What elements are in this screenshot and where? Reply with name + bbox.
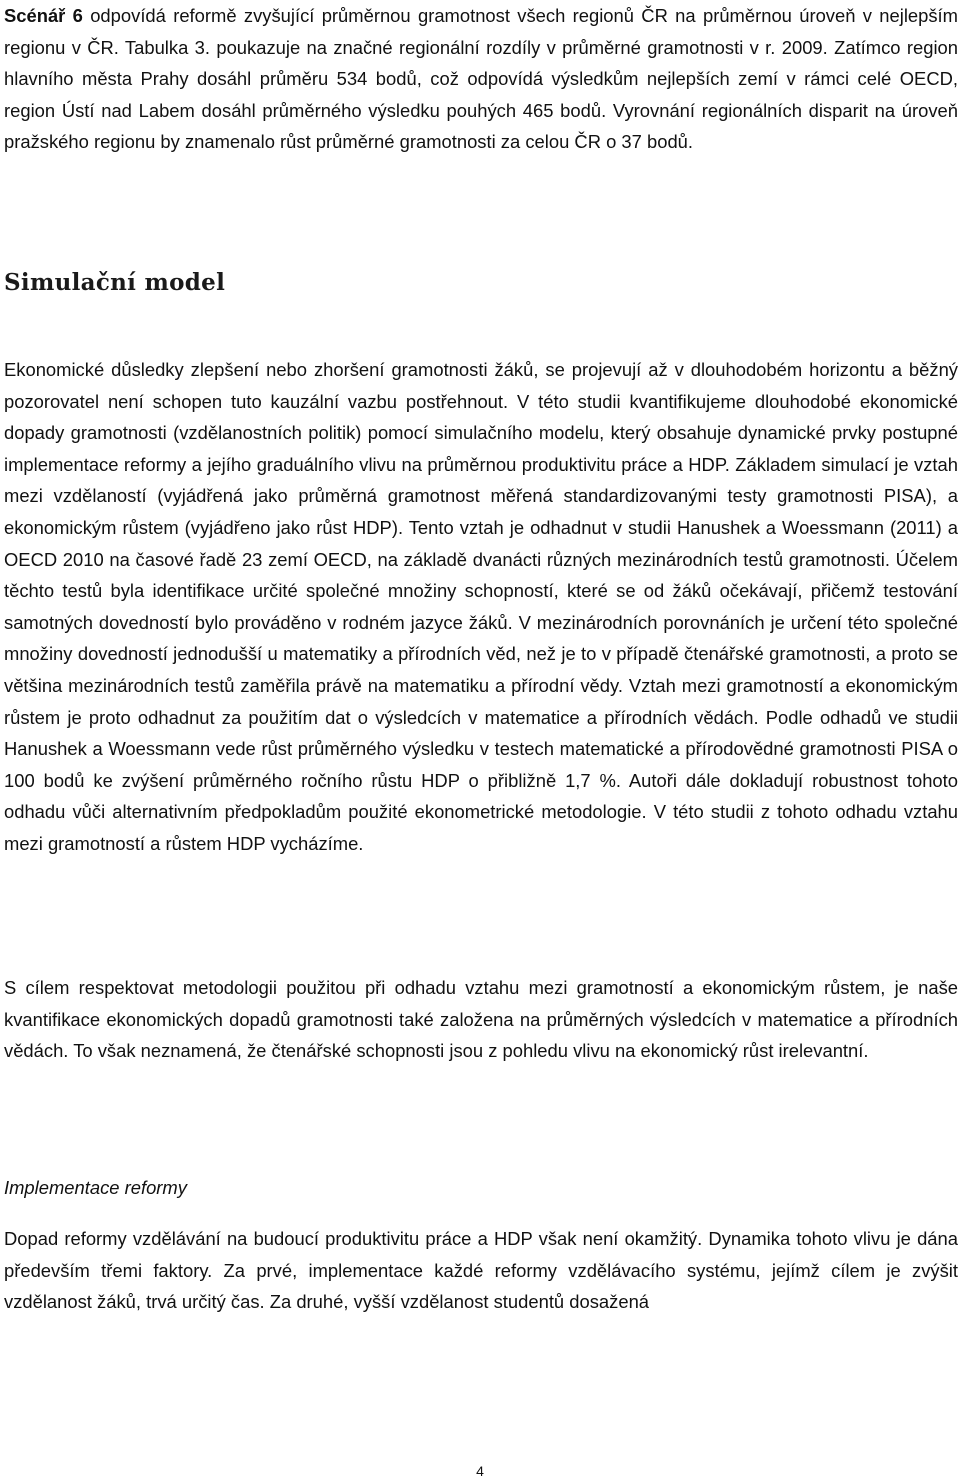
intro-text: odpovídá reformě zvyšující průměrnou gramotnost všech regionů ČR na průměrnou úroveň v nejlepším regionu v ČR. Tabulka 3. poukazuje na značné regionální rozdíly v průměrné gramotnosti v r. 2009. Zatímco region hlavního města Prahy dosáhl průměru 534 bodů, což odpovídá výsledkům nejlepších zemí v rámci celé OECD, region Ústí nad Labem dosáhl průměrného výsledku pouhých 465 bodů. Vyrovnání regionálních disparit na úroveň pražského regionu by znamenalo růst průměrné gramotnosti za celou ČR o 37 bodů. [4,5,958,153]
section-heading: Simulační model [4,269,226,296]
implementation-paragraph: Dopad reformy vzdělávání na budoucí produktivitu práce a HDP však není okamžitý. Dynamika tohoto vlivu je dána především třemi faktory. Za prvé, implementace každé reformy vzdělávacího systému, jejímž cílem je zvýšit vzdělanost žáků, trvá určitý čas. Za druhé, vyšší vzdělanost studentů dosažená [4,1228,958,1313]
intro-paragraph [4,0,958,158]
methodology-paragraph: S cílem respektovat metodologii použitou při odhadu vztahu mezi gramotností a ekonomickým růstem, je naše kvantifikace ekonomických dopadů gramotnosti také založena na průměrných výsledcích v matematice a přírodních vědách. To však neznamená, že čtenářské schopnosti jsou z pohledu vlivu na ekonomický růst irelevantní. [4,977,958,1062]
subsection-heading: Implementace reformy [4,1177,187,1198]
page-number: 4 [476,1463,484,1479]
simulation-paragraph: Ekonomické důsledky zlepšení nebo zhoršení gramotnosti žáků, se projevují až v dlouhodobém horizontu a běžný pozorovatel není schopen tuto kauzální vazbu postřehnout. V této studii kvantifikujeme dlouhodobé ekonomické dopady gramotnosti (vzdělanostních politik) pomocí simulačního modelu, který obsahuje dynamické prvky postupné implementace reformy a jejího graduálního vlivu na průměrnou produktivitu práce a HDP. Základem simulací je vztah mezi vzdělaností (vyjádřená jako průměrná gramotnost měřená standardizovanými testy gramotnosti PISA), a ekonomickým růstem (vyjádřeno jako růst HDP). Tento vztah je odhadnut v studii Hanushek a Woessmann (2011) a OECD 2010 na časové řadě 23 zemí OECD, na základě dvanácti různých mezinárodních testů gramotnosti. Účelem těchto testů byla identifikace určité společné množiny schopností, které se od žáků očekávají, přičemž testování samotných dovedností bylo prováděno v rodném jazyce žáků. V mezinárodních porovnáních je určení této společné množiny dovedností jednodušší u matematiky a přírodních věd, než je to v případě čtenářské gramotnosti, a proto se většina mezinárodních testů zaměřila právě na matematiku a přírodní vědy. Vztah mezi gramotností a ekonomickým růstem je proto odhadnut za použitím dat o výsledcích v matematice a přírodních vědách. Podle odhadů ve studii Hanushek a Woessmann vede růst průměrného výsledku v testech matematické a přírodovědné gramotnosti PISA o 100 bodů ke zvýšení průměrného ročního růstu HDP o přibližně 1,7 %. Autoři dále dokladují robustnost tohoto odhadu vůči alternativním předpokladům použité ekonometrické metodologie. V této studii z tohoto odhadu vztahu mezi gramotností a růstem HDP vycházíme. [4,359,958,854]
scenario-label: Scénář 6 [4,5,83,26]
